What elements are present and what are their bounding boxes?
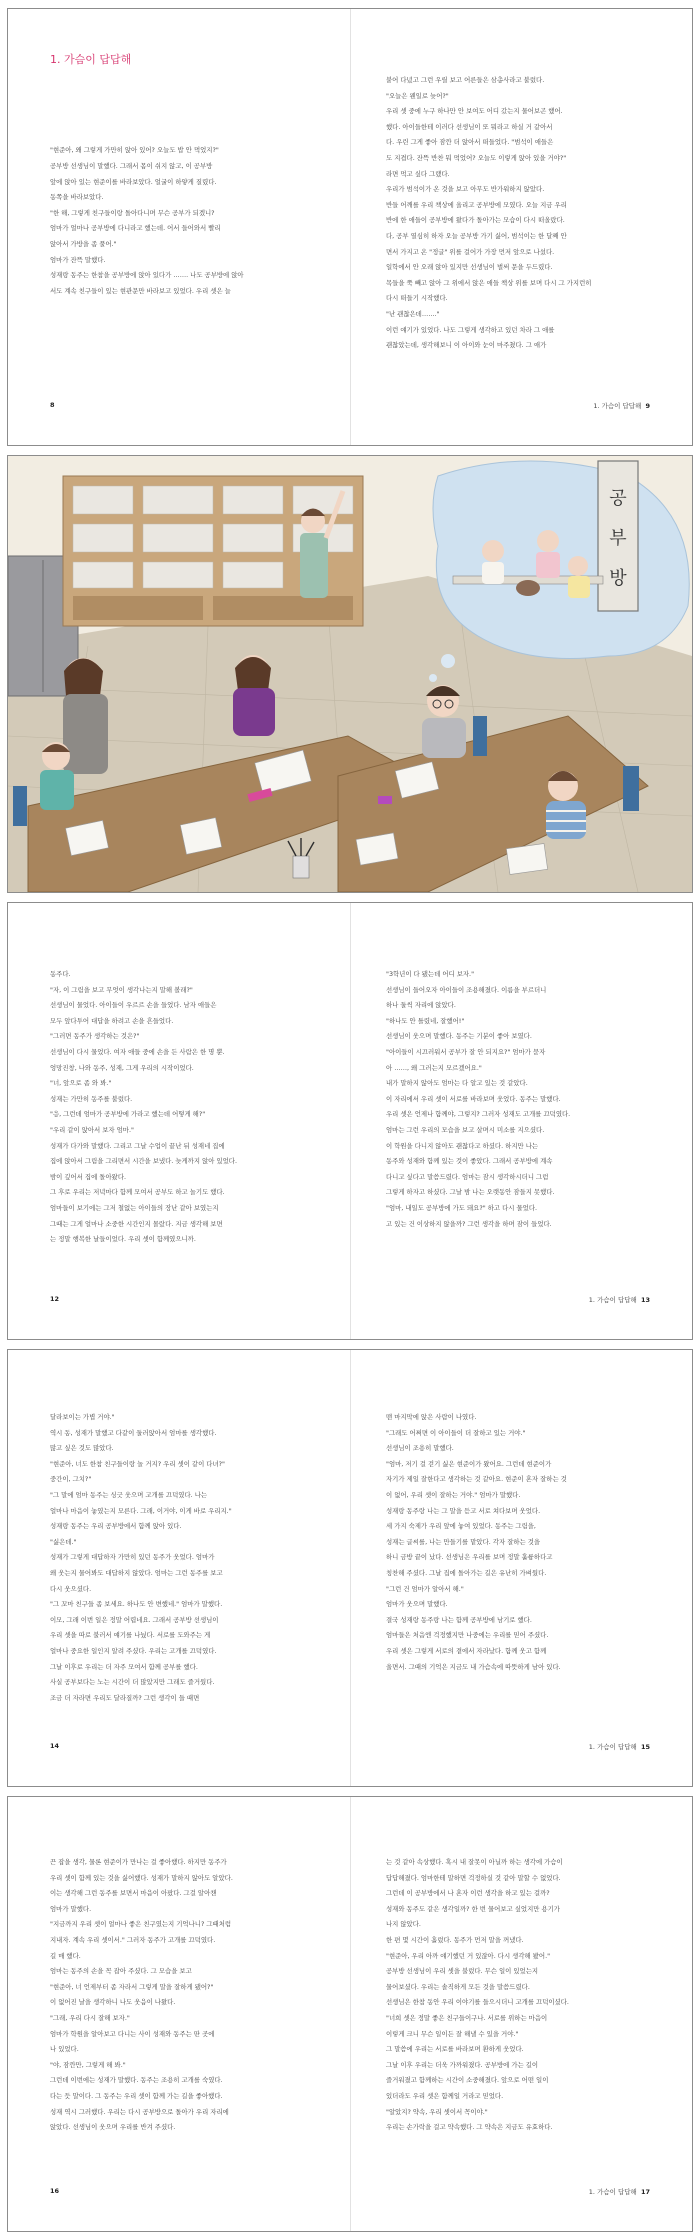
gutter-divider: [350, 9, 351, 445]
body-text-line: 그렇게 하자고 하셨다. 그날 밤 나는 오랫동안 잠들지 못했다.: [386, 1188, 555, 1197]
body-text-line: 사실 공부보다는 노는 시간이 더 많았지만 그래도 즐거웠다.: [50, 1678, 215, 1687]
gutter-divider: [350, 1797, 351, 2231]
page-number-left: 12: [50, 1295, 60, 1303]
chair: [623, 766, 639, 811]
page-number-right: 1. 가슴이 답답해 15: [588, 1743, 650, 1751]
body-text-line: "그래도 어쩌면 이 아이들이 더 잘하고 있는 거야.": [386, 1428, 526, 1437]
body-text-line: 공부방 선생님이 말했다. 그래서 몸이 쉬지 않고, 이 공부방: [50, 161, 213, 170]
body-text-line: 우리 셋 중에 누구 하나만 안 보여도 어디 갔는지 물어보곤 했어.: [386, 107, 563, 116]
body-text-line: 그런데 이 공부방에서 나 혼자 이런 생각을 하고 있는 걸까?: [386, 1889, 550, 1898]
page-number-left: 14: [50, 1742, 60, 1750]
running-head: 1. 가슴이 답답해: [588, 2188, 637, 2196]
text-column-right: [386, 1855, 658, 2136]
body-text-line: 밤이 깊어서 집에 돌아왔다.: [50, 1172, 127, 1181]
spread-pages-12-13: [7, 902, 693, 1340]
body-text-line: "하나도 안 틀렸네, 잘했어!": [386, 1016, 465, 1025]
body-text-line: 우리는 손가락을 걸고 약속했다. 그 약속은 지금도 유효하다.: [386, 2123, 553, 2132]
body-text-line: 반들 어깨를 우리 책상에 올리고 공부방에 모였다. 오늘 지금 우리: [386, 200, 567, 209]
body-text-line: [50, 112, 322, 128]
gutter-divider: [350, 1350, 351, 1786]
page-number-left: 8: [50, 401, 55, 409]
bookshelf-drawers: [73, 596, 353, 620]
illustration-spread: [7, 455, 693, 893]
body-text-line: "야, 잠깐만, 그렇게 해 봐.": [50, 2060, 126, 2069]
body-text-line: 달라보이는 가볍 거야.": [50, 1413, 115, 1421]
page-number-right: 1. 가슴이 답답해 13: [588, 1296, 650, 1304]
body-text-line: 다시 웃으셨다.: [50, 1584, 92, 1593]
body-text-line: 선생님이 조용히 말했다.: [386, 1444, 454, 1453]
eraser: [378, 796, 392, 804]
body-text-line: "현준아, 왜 그렇게 가만히 앉아 있어? 오늘도 밥 안 먹었지?": [50, 146, 219, 155]
body-text-line: 앞에 앉아 있는 현준이를 바라보았다. 얼굴이 하얗게 질렸다.: [50, 177, 217, 186]
body-text-line: 우리 셋은 언제나 함께야, 그렇지? 그러자 성재도 고개를 끄덕였다.: [386, 1110, 571, 1119]
running-head: 1. 가슴이 답답해: [588, 1296, 637, 1304]
body-text-line: 칭찬해 주셨다. 그날 집에 돌아가는 길은 유난히 가벼웠다.: [386, 1568, 547, 1577]
body-text-line: 동쪽을 바라보았다.: [50, 193, 104, 202]
running-head: 1. 가슴이 답답해: [588, 1743, 637, 1751]
body-text-line: 괜찮았는데, 생각해보니 이 아이와 눈이 마주쳤다. 그 애가: [386, 341, 547, 350]
body-text-line: 선생님이 물었다. 아이들이 우르르 손을 들었다. 남자 애들은: [50, 1001, 217, 1010]
body-text-line: 왜 웃는지 물어봐도 대답하지 않았다. 엄마는 그런 동주를 보고: [50, 1568, 223, 1577]
gutter-divider: [350, 903, 351, 1339]
body-text-line: 다는 듯 말이다. 그 동주는 우리 셋이 함께 가는 길을 좋아했다.: [50, 2091, 223, 2100]
body-text-line: 했다. 아이들한테 이러다 선생님이 또 뭐라고 하실 거 같아서: [386, 122, 553, 131]
body-text-line: 앉았다. 선생님이 웃으며 우리를 반겨 주셨다.: [50, 2123, 176, 2132]
text-column-left: [50, 1410, 322, 1706]
body-text-line: 있더라도 우리 셋은 함께일 거라고 믿었다.: [386, 2091, 504, 2100]
body-text-line: 울면서. 그때의 기억은 지금도 내 가슴속에 따뜻하게 남아 있다.: [386, 1662, 561, 1671]
body-text-line: 성재랑 동주랑 나는 그 말을 듣고 서로 쳐다보며 웃었다.: [386, 1506, 541, 1515]
body-text-line: "현준아, 너 언제부터 좀 자라서 그렇게 말을 잘하게 됐어?": [50, 1982, 214, 1991]
body-text-line: "우리 같이 앉아서 보자 엄마.": [50, 1125, 134, 1134]
body-text-line: 조금 더 자라면 우리도 달라질까? 그런 생각이 들 때면: [50, 1693, 200, 1702]
body-text-line: 성재랑 동주는 한참을 공부방에 앉아 있다가 ……. 나도 공부방에 앉아: [50, 271, 244, 280]
body-text-line: 엄마는 그런 우리의 모습을 보고 살며시 미소를 지으셨다.: [386, 1125, 545, 1134]
body-text-line: "아이들이 시끄러워서 공부가 잘 안 되지요?" 엄마가 묻자: [386, 1047, 546, 1056]
body-text-line: 앉아서 가방을 좀 풀어.": [50, 239, 117, 248]
boy-with-glasses: [422, 685, 466, 758]
body-text-line: 나지 않았다.: [386, 1920, 421, 1929]
body-text-line: 하나 둘씩 자리에 앉았다.: [386, 1001, 456, 1010]
body-text-line: 다. 우린 그게 좋아 잠깐 더 앉아서 떠들었다. "범석이 애들은: [386, 138, 554, 147]
body-text-line: 이 학원을 다니지 않아도 괜찮다고 하셨다. 하지만 나는: [386, 1141, 539, 1150]
body-text-line: 이 없어진 날을 생각하니 나도 웃음이 나왔다.: [50, 1998, 176, 2007]
text-column-right: [386, 73, 658, 354]
body-text-line: 반에 한 애들이 공부방에 왔다가 돌아가는 모습이 다시 떠올랐다.: [386, 216, 565, 225]
sign-char-3: 방: [609, 568, 627, 589]
body-text-line: 일학에서 안 오래 앉아 있지만 선생님이 벌써 문을 두드렸다.: [386, 263, 553, 272]
body-text-line: 엄마가 웃으며 말했다.: [386, 1600, 448, 1609]
body-text-line: 세 가지 숙제가 우리 앞에 놓여 있었다. 동주는 그림을,: [386, 1522, 536, 1531]
body-text-line: 성재랑 동주는 우리 공부방에서 함께 앉아 있다.: [50, 1522, 182, 1531]
body-text-line: 자기가 제일 잘한다고 생각하는 것 같아요. 현준이 혼자 잘하는 것: [386, 1475, 567, 1484]
spread-pages-16-17: [7, 1796, 693, 2232]
body-text-line: "난 괜찮은데…….": [386, 309, 440, 318]
body-text-line: 답답해졌다. 엄마한테 말하면 걱정하실 것 같아 말할 수 없었다.: [386, 1873, 561, 1882]
body-text-line: 다시 떠들기 시작했다.: [386, 294, 448, 303]
body-text-line: 성재는 글씨를, 나는 만들기를 맡았다. 각자 잘하는 것을: [386, 1537, 541, 1546]
body-text-line: 역시 동, 성재가 말했고 다같이 둘러앉아서 엄마를 생각했다.: [50, 1428, 217, 1437]
body-text-line: 엄마가 잔뜩 말했다.: [50, 255, 106, 264]
body-text-line: "싫은데.": [50, 1537, 77, 1546]
body-text-line: 물어보셨다. 우리는 솔직하게 모든 것을 말씀드렸다.: [386, 1982, 530, 1991]
sign-char-1: 공: [609, 488, 627, 509]
body-text-line: "한 해, 그렇게 친구들이랑 돌아다니며 무슨 공부가 되겠니?: [50, 208, 215, 217]
body-text-line: 우리 셋을 따로 불러서 얘기를 나눴다. 서로를 도와주는 게: [50, 1631, 211, 1640]
body-text-line: 성재가 다가와 말했다. 그리고 그날 수업이 끝난 뒤 성재네 집에: [50, 1141, 225, 1150]
body-text-line: 성재는 가만히 동주를 불렀다.: [50, 1094, 133, 1103]
body-text-line: "현준아, 우리 아까 얘기했던 거 있잖아. 다시 생각해 봤어.": [386, 1951, 551, 1960]
body-text-line: 엄마가 말했다.: [50, 1904, 92, 1913]
body-text-line: 많고 싶은 것도 많았다.: [50, 1444, 114, 1453]
body-text-line: 성재 역시 그러했다. 우리는 다시 공부방으로 돌아가 우리 자리에: [50, 2107, 229, 2116]
page-number-right: 1. 가슴이 답답해 17: [588, 2188, 650, 2196]
body-text-line: 그날 이후로 우리는 더 자주 모여서 함께 공부를 했다.: [50, 1662, 198, 1671]
body-text-line: "엄마, 저기 걸 걷기 싫은 현준이가 왔어요. 그런데 현준이가: [386, 1459, 552, 1468]
body-text-line: 다니고 싶다고 말씀드렸다. 엄마는 잠시 생각하시더니 그럼: [386, 1172, 549, 1181]
text-column-left: [50, 967, 322, 1248]
body-text-line: 그때는 그게 얼마나 소중한 시간인지 몰랐다. 지금 생각해 보면: [50, 1219, 223, 1228]
body-text-line: 길 매 했다.: [50, 1951, 81, 1960]
body-text-line: 엄마들이 보기에는 그저 철없는 아이들의 장난 같아 보였는지: [50, 1203, 219, 1212]
body-text-line: 중간이, 그치?": [50, 1475, 92, 1484]
text-column-left: [50, 1855, 322, 2136]
body-text-line: 끈 잡을 생각, 물론 현준이가 만나는 걸 좋아했다. 하지만 동주가: [50, 1858, 227, 1866]
body-text-line: 는 정말 행복한 날들이었다. 우리 셋이 함께였으니까.: [50, 1235, 196, 1244]
spread-pages-14-15: [7, 1349, 693, 1787]
body-text-line: 고 있는 건 이상하지 않을까? 그런 생각을 하며 잠이 들었다.: [386, 1219, 552, 1228]
body-text-line: "현준아, 너도 한참 친구들이랑 놀 거지? 우리 셋이 같이 다녀?": [50, 1459, 225, 1468]
body-text-line: 이 자리에서 우리 셋이 서로를 바라보며 웃었다. 동주는 말했다.: [386, 1094, 561, 1103]
body-text-line: 내가 말하지 않아도 엄마는 다 알고 있는 것 같았다.: [386, 1079, 528, 1088]
body-text-line: "그 말에 엄마 동주는 싱긋 웃으며 고개를 끄덕였다. 나는: [50, 1490, 208, 1499]
body-text-line: 서도 계속 친구들이 있는 현관문만 바라보고 있었다. 우리 셋은 늘: [50, 286, 231, 295]
body-text-line: 이모, 그래 이번 일은 정말 어렵네요. 그래서 공부방 선생님이: [50, 1615, 219, 1624]
body-text-line: 그 말씀에 우리는 서로를 바라보며 환하게 웃었다.: [386, 2045, 524, 2054]
body-text-line: 엄마들은 처음엔 걱정했지만 나중에는 우리를 믿어 주셨다.: [386, 1631, 549, 1640]
body-text-line: 엄마가 얼마나 공부방에 다니라고 했는데. 어서 들어와서 빨리: [50, 224, 221, 233]
body-text-line: 한 편 몇 시간이 흘렀다. 동주가 먼저 말을 꺼냈다.: [386, 1935, 524, 1944]
sign-char-2: 부: [609, 528, 627, 549]
body-text-line: 결국 성재랑 동주랑 나는 함께 공부방에 남기로 했다.: [386, 1615, 532, 1624]
body-text-line: 맨 마지막에 앉은 사람이 나였다.: [386, 1413, 477, 1421]
body-text-line: 우리 셋은 그렇게 서로의 곁에서 자라났다. 함께 웃고 함께: [386, 1646, 547, 1655]
body-text-line: 도 지겹다. 잔뜩 반찬 뭐 먹었어? 오늘도 이렇게 앉아 있을 거야?": [386, 153, 567, 162]
body-text-line: 이렇게 크니 무슨 일이든 잘 해낼 수 있을 거야.": [386, 2029, 519, 2038]
girl-purple-top: [233, 655, 275, 736]
bubble-dot: [441, 654, 455, 668]
chair: [13, 786, 27, 826]
body-text-line: 이는 생각해 그런 동주를 보면서 마음이 아팠다. 그걸 알아챈: [50, 1889, 217, 1898]
body-text-line: "자, 이 그림을 보고 무엇이 생각나는지 말해 볼래?": [50, 985, 193, 994]
body-text-line: "그 꼬마 친구들 좀 보세요. 하나도 안 변했네." 엄마가 말했다.: [50, 1600, 223, 1609]
body-text-line: "알았지? 약속, 우리 셋이서 꼭이야.": [386, 2107, 488, 2116]
body-text-line: [50, 81, 322, 97]
body-text-line: 선생님은 한참 동안 우리 이야기를 들으시더니 고개를 끄덕이셨다.: [386, 1998, 569, 2007]
body-text-line: "그러면 동주가 생각하는 것은?": [50, 1032, 140, 1041]
page-number-right: 1. 가슴이 답답해 9: [593, 402, 650, 410]
spread-pages-8-9: [7, 8, 693, 446]
body-text-line: 붙어 다녔고 그런 우릴 보고 어른들은 삼총사라고 불렀다.: [386, 76, 545, 84]
body-text-line: 그날 이후 우리는 더욱 가까워졌다. 공부방에 가는 길이: [386, 2060, 539, 2069]
body-text-line: 얼마나 중요한 일인지 알려 주셨다. 우리는 고개를 끄덕였다.: [50, 1646, 217, 1655]
running-head: 1. 가슴이 답답해: [593, 402, 642, 410]
body-text-line: 즐거워졌고 함께하는 시간이 소중해졌다. 앞으로 어떤 일이: [386, 2076, 549, 2085]
body-text-line: 아 ……, 왜 그러는지 모르겠어요.": [386, 1063, 482, 1072]
body-text-line: "지금까지 우리 셋이 얼마나 좋은 친구였는지 기억나니? 그때처럼: [50, 1920, 232, 1929]
body-text-line: 는 것 같아 속상했다. 혹시 내 잘못이 아닐까 하는 생각에 가슴이: [386, 1858, 563, 1866]
text-column-right: [386, 967, 658, 1232]
body-text-line: 우리 셋이 함께 있는 것을 싫어했다. 성재가 말하지 않아도 알았다.: [50, 1873, 233, 1882]
body-text-line: 동주다.: [50, 970, 71, 978]
body-text-line: "응, 그런데 엄마가 공부방에 가라고 했는데 어떻게 해?": [50, 1110, 206, 1119]
chapter-title: 1. 가슴이 답답해: [50, 53, 132, 66]
page-number-left: 16: [50, 2187, 60, 2195]
body-text-line: 성재와 동주도 같은 생각일까? 한 번 물어보고 싶었지만 용기가: [386, 1904, 560, 1913]
body-text-line: "너, 앞으로 좀 와 봐.": [50, 1079, 112, 1088]
text-column-right: [386, 1410, 658, 1675]
body-text-line: "3학년이 다 됐는데 어디 보자.": [386, 970, 475, 978]
body-text-line: 라면 먹고 싶다 그랬다.: [386, 169, 450, 178]
body-text-line: "너희 셋은 정말 좋은 친구들이구나. 서로를 위하는 마음이: [386, 2013, 548, 2022]
body-text-line: 그런데 이번에는 성재가 말했다. 동주는 조용히 고개를 숙였다.: [50, 2076, 223, 2085]
bubble-dot: [429, 674, 437, 682]
body-text-line: 집에 앉아서 그림을 그리면서 시간을 보냈다. 늦게까지 앉아 있었다.: [50, 1157, 237, 1166]
body-text-line: 선생님이 다시 물었다. 여자 애들 중에 손을 든 사람은 한 명 뿐.: [50, 1047, 225, 1056]
body-text-line: "엄마, 내일도 공부방에 가도 돼요?" 하고 다시 물었다.: [386, 1203, 538, 1212]
body-text-line: 엉망진창, 나와 동주, 성재, 그게 우리의 시작이었다.: [50, 1063, 194, 1072]
body-text-line: 이런 얘기가 있었다. 나도 그렇게 생각하고 있던 차라 그 애를: [386, 325, 555, 334]
boy-front-left: [40, 742, 74, 810]
body-text-line: 면서 가지고 온 "정글" 위를 걸어가 가장 먼저 앞으로 나섰다.: [386, 247, 555, 256]
body-text-line: 다, 공부 열심히 하자 오늘 공부방 가기 싫어, 범석이는 한 달째 안: [386, 231, 567, 240]
body-text-line: 그 후로 우리는 저녁마다 함께 모여서 공부도 하고 놀기도 했다.: [50, 1188, 225, 1197]
classroom-illustration: [8, 456, 692, 892]
body-text-line: 지내자. 계속 우리 셋이서." 그러자 동주가 고개를 끄덕였다.: [50, 1935, 216, 1944]
chair: [473, 716, 487, 756]
body-text-line: [50, 128, 322, 144]
body-text-line: 동주와 성재와 함께 있는 것이 좋았다. 그래서 공부방에 계속: [386, 1157, 553, 1166]
body-text-line: 성재가 그렇게 대답하자 가만히 있던 동주가 웃었다. 엄마가: [50, 1553, 215, 1562]
body-text-line: "그런 건 엄마가 알아서 해.": [386, 1584, 464, 1593]
body-text-line: 엄마는 동주의 손을 꼭 잡아 주셨다. 그 모습을 보고: [50, 1967, 192, 1976]
text-column-left: [50, 81, 322, 299]
body-text-line: 선생님이 웃으며 말했다. 동주는 기분이 좋아 보였다.: [386, 1032, 532, 1041]
body-text-line: "오늘은 웬일로 늦어?": [386, 91, 449, 100]
body-text-line: 선생님이 들어오자 아이들이 조용해졌다. 이름을 부르더니: [386, 985, 547, 994]
body-text-line: 얼마나 마음이 놓였는지 모른다. 그래, 이거야, 이게 바로 우리지.": [50, 1506, 232, 1515]
body-text-line: 우리가 범석이가 온 것을 보고 아무도 반가워하지 않았다.: [386, 185, 545, 194]
body-text-line: 엄마가 학원을 알아보고 다니는 사이 성재와 동주는 딴 곳에: [50, 2029, 215, 2038]
body-text-line: [50, 97, 322, 113]
body-text-line: 이 없어, 우리 셋이 잘하는 거야." 엄마가 말했다.: [386, 1490, 521, 1499]
body-text-line: 목들을 쭉 빼고 앉아 그 위에서 앉은 애들 책상 위를 보며 다시 그 가지런히: [386, 278, 592, 287]
body-text-line: 공부방 선생님이 우리 셋을 불렀다. 무슨 일이 있었는지: [386, 1967, 539, 1976]
body-text-line: 하니 금방 끝이 났다. 선생님은 우리를 보며 정말 훌륭하다고: [386, 1553, 553, 1562]
body-text-line: "그래, 우리 다시 잘해 보자.": [50, 2013, 130, 2022]
body-text-line: 나 있었다.: [50, 2045, 79, 2054]
body-text-line: 모두 앞다투어 대답을 하려고 손을 흔들었다.: [50, 1016, 174, 1025]
